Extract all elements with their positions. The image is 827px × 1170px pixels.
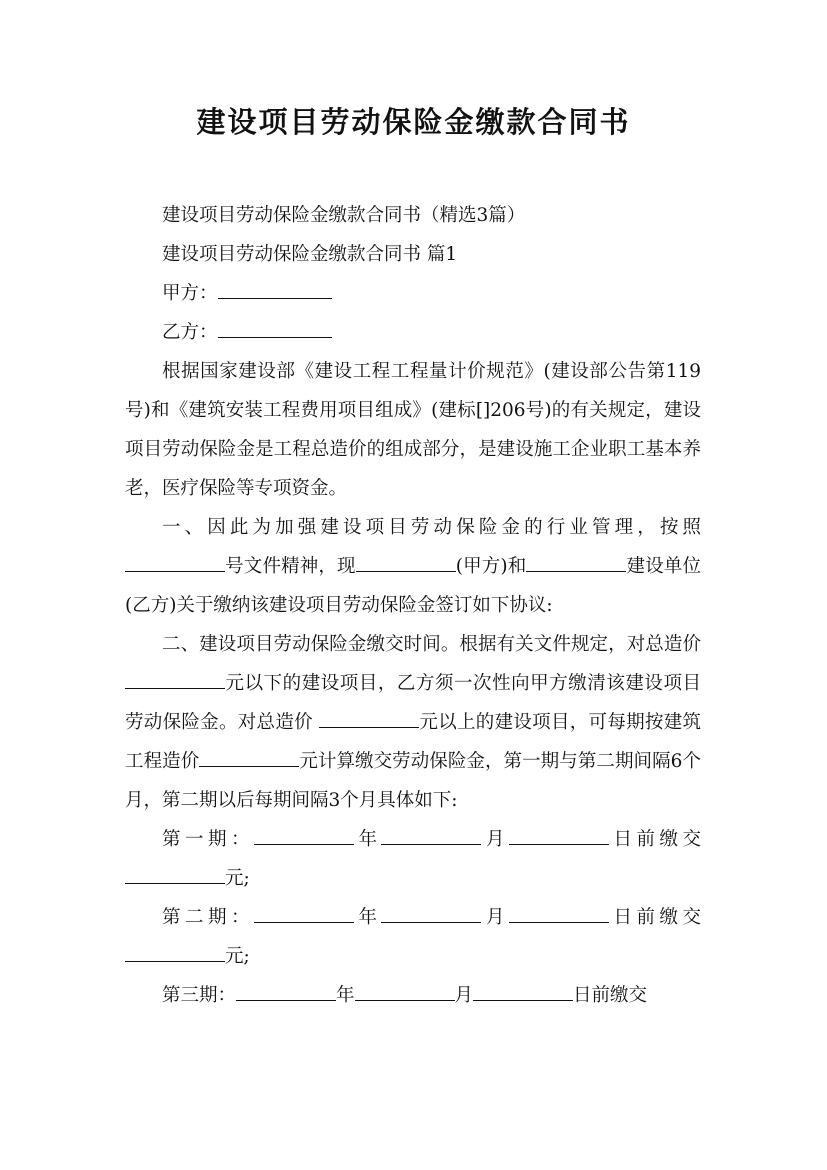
- document-title: 建设项目劳动保险金缴款合同书: [196, 105, 631, 139]
- para3-text-d: 元计算缴交劳动保险金，第一期与第二期间隔6个月，第二期以后每期间隔3个月具体如下:: [125, 751, 701, 811]
- para2-text-c: (甲方)和: [455, 556, 527, 577]
- year-blank: [254, 824, 354, 845]
- para2-text-a: 一、因此为加强建设项目劳动保险金的行业管理，按照: [162, 517, 701, 538]
- paragraph-agreement: [125, 508, 701, 625]
- period-2: [125, 898, 701, 976]
- day-label: 日前缴交: [573, 985, 648, 1006]
- day-label: 日前缴交: [608, 907, 701, 928]
- period-3: [125, 976, 701, 1015]
- cost-threshold-blank-2: [319, 707, 419, 728]
- period-label: 第三期：: [162, 985, 237, 1006]
- amount-unit: 元;: [225, 946, 250, 967]
- month-blank: [381, 902, 481, 923]
- month-blank: [381, 824, 481, 845]
- year-blank: [236, 980, 336, 1001]
- day-blank: [509, 824, 609, 845]
- cost-threshold-blank: [125, 668, 225, 689]
- year-label: 年: [353, 907, 382, 928]
- section-heading: 建设项目劳动保险金缴款合同书 篇1: [162, 244, 458, 265]
- day-blank: [473, 980, 573, 1001]
- party-a-blank: [218, 278, 332, 299]
- party-b-name-blank: [526, 551, 626, 572]
- para3-text-a: 二、建设项目劳动保险金缴交时间。根据有关文件规定，对总造价: [162, 634, 701, 655]
- document-body: [125, 196, 701, 1015]
- party-a-name-blank: [356, 551, 456, 572]
- period-1: [125, 820, 701, 898]
- amount-unit: 元;: [225, 868, 250, 889]
- para3-text-c: 元以上的建设项目，可每期按建筑工程造价: [125, 712, 701, 772]
- amount-blank: [125, 863, 225, 884]
- period-label: 第二期：: [162, 907, 254, 928]
- party-b-label: 乙方：: [162, 322, 218, 343]
- amount-blank: [125, 941, 225, 962]
- year-blank: [254, 902, 354, 923]
- period-label: 第一期：: [162, 829, 254, 850]
- party-b-blank: [218, 317, 332, 338]
- year-label: 年: [336, 985, 355, 1006]
- subtitle: 建设项目劳动保险金缴款合同书（精选3篇）: [162, 205, 526, 226]
- month-label: 月: [454, 985, 474, 1006]
- day-blank: [509, 902, 609, 923]
- party-b-line: [125, 313, 701, 352]
- party-a-line: [125, 274, 701, 313]
- para2-text-b: 号文件精神，现: [225, 556, 356, 577]
- month-label: 月: [481, 907, 509, 928]
- month-label: 月: [481, 829, 509, 850]
- party-a-label: 甲方：: [162, 283, 218, 304]
- year-label: 年: [353, 829, 382, 850]
- paragraph-basis: 根据国家建设部《建设工程工程量计价规范》(建设部公告第119号)和《建筑安装工程费用项目组成》(建标[]206号)的有关规定，建设项目劳动保险金是工程总造价的组成部分，是建设施工企业职工基本养老，医疗保险等专项资金。: [125, 361, 701, 499]
- cost-rate-blank: [199, 746, 299, 767]
- day-label: 日前缴交: [608, 829, 701, 850]
- month-blank: [355, 980, 455, 1001]
- doc-number-blank: [125, 551, 225, 572]
- para3-text-b: 元以下的建设项目，乙方须一次性向甲方缴清该建设项目劳动保险金。对总造价: [125, 673, 701, 733]
- para2-text-d: 建设单位(乙方)关于缴纳该建设项目劳动保险金签订如下协议:: [125, 556, 701, 616]
- paragraph-payment-time: [125, 625, 701, 820]
